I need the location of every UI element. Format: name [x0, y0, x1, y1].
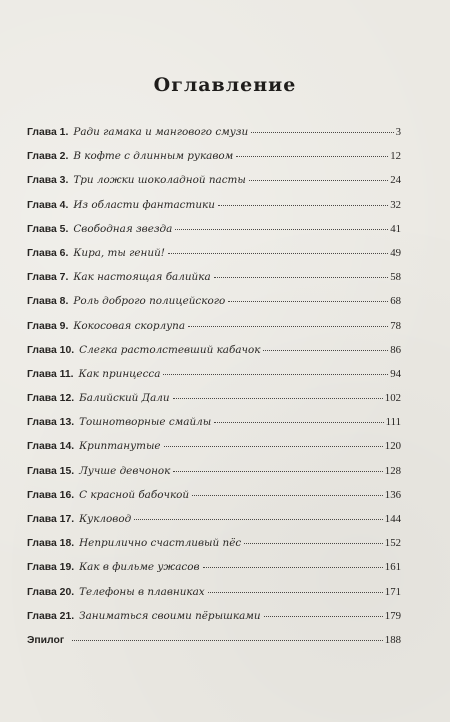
chapter-label: Глава 18. — [27, 538, 75, 550]
toc-entry-10 — [27, 344, 401, 368]
chapter-label: Глава 6. — [27, 247, 69, 259]
page-number: 128 — [384, 464, 401, 477]
toc-entry-7 — [27, 271, 401, 295]
toc-entry-19 — [27, 561, 401, 585]
dot-leader — [214, 277, 389, 278]
chapter-title: Криптанутые — [79, 440, 161, 453]
page-number: 3 — [395, 126, 401, 138]
page-number: 41 — [390, 222, 401, 235]
toc-entry-16 — [27, 489, 401, 513]
page-number: 49 — [390, 246, 401, 259]
toc-entry-3 — [27, 174, 401, 198]
page-number: 188 — [384, 633, 401, 646]
dot-leader — [218, 205, 388, 206]
page-number: 12 — [390, 150, 401, 163]
toc-entry-2 — [27, 150, 401, 174]
page-number: 144 — [384, 513, 401, 525]
chapter-title: Балийский Дали — [79, 392, 170, 405]
toc-entry-14 — [27, 440, 401, 464]
toc-entry-18 — [27, 537, 401, 561]
toc-entry-8 — [27, 295, 401, 319]
chapter-label: Глава 20. — [27, 586, 75, 598]
dot-leader — [214, 422, 383, 423]
toc-entry-11 — [27, 368, 401, 392]
chapter-label: Глава 12. — [27, 393, 75, 405]
toc-entry-13 — [27, 416, 401, 440]
toc-entry-9 — [27, 320, 401, 344]
chapter-label: Глава 17. — [27, 514, 75, 525]
epilogue-label: Эпилог — [27, 634, 65, 646]
chapter-label: Глава 7. — [27, 272, 69, 284]
page-number: 136 — [384, 488, 401, 501]
chapter-title: Слегка растолстевший кабачок — [79, 343, 261, 356]
chapter-title: В кофте с длинным рукавом — [73, 150, 234, 163]
chapter-label: Глава 11. — [27, 368, 74, 380]
page-number: 58 — [390, 271, 401, 284]
chapter-label: Глава 19. — [27, 562, 75, 574]
dot-leader — [228, 301, 388, 302]
chapter-title: Три ложки шоколадной пасты — [73, 174, 246, 187]
page-number: 171 — [384, 585, 401, 598]
toc-entry-12 — [27, 392, 401, 416]
toc-entry-epilogue — [27, 634, 401, 658]
chapter-label: Глава 5. — [27, 223, 69, 235]
dot-leader — [188, 326, 388, 327]
chapter-label: Глава 4. — [27, 199, 69, 211]
chapter-title: Кокосовая скорлупа — [73, 319, 186, 332]
chapter-title: Телефоны в плавниках — [79, 585, 205, 598]
dot-leader — [173, 471, 382, 472]
page-number: 78 — [390, 319, 401, 332]
chapter-title: Кира, ты гений! — [73, 246, 165, 259]
page-number: 68 — [390, 295, 401, 308]
chapter-label: Глава 3. — [27, 175, 69, 187]
chapter-label: Глава 1. — [27, 127, 69, 138]
chapter-title: Как настоящая балийка — [73, 271, 211, 284]
chapter-title: Неприлично счастливый пёс — [79, 537, 242, 550]
dot-leader — [168, 253, 388, 254]
toc-entry-20 — [27, 586, 401, 610]
chapter-label: Глава 8. — [27, 296, 69, 308]
page-number: 179 — [384, 609, 401, 622]
chapter-title: Как принцесса — [78, 367, 161, 380]
page-number: 120 — [384, 440, 401, 453]
chapter-title: Ради гамака и мангового смузи — [73, 126, 249, 138]
chapter-label: Глава 9. — [27, 320, 69, 332]
dot-leader — [173, 398, 383, 399]
chapter-label: Глава 14. — [27, 441, 75, 453]
toc-entry-15 — [27, 465, 401, 489]
chapter-title: Заниматься своими пёрышками — [79, 609, 261, 622]
chapter-title: Роль доброго полицейского — [73, 295, 226, 308]
dot-leader — [163, 374, 388, 375]
toc-entry-1 — [27, 126, 401, 150]
toc-entry-6 — [27, 247, 401, 271]
page-number: 152 — [384, 537, 401, 550]
dot-leader — [249, 180, 388, 181]
chapter-label: Глава 10. — [27, 344, 75, 356]
dot-leader — [72, 640, 383, 641]
dot-leader — [175, 229, 388, 230]
dot-leader — [263, 350, 388, 351]
toc-entry-21 — [27, 610, 401, 634]
chapter-title: Тошнотворные смайлы — [79, 416, 212, 429]
page-number: 111 — [385, 416, 401, 429]
table-of-contents — [27, 126, 401, 658]
page-title: Оглавление — [153, 74, 297, 96]
toc-entry-4 — [27, 199, 401, 223]
dot-leader — [236, 156, 388, 157]
page-number: 24 — [390, 174, 401, 187]
page-number: 102 — [384, 392, 401, 405]
dot-leader — [164, 446, 383, 447]
page-number: 94 — [390, 367, 401, 380]
page-number: 161 — [384, 561, 401, 574]
chapter-label: Глава 16. — [27, 489, 75, 501]
toc-entry-17 — [27, 513, 401, 537]
page-number: 32 — [390, 198, 401, 211]
dot-leader — [208, 592, 383, 593]
chapter-title: Свободная звезда — [73, 222, 173, 235]
chapter-label: Глава 13. — [27, 417, 75, 429]
chapter-label: Глава 2. — [27, 151, 69, 163]
toc-entry-5 — [27, 223, 401, 247]
dot-leader — [251, 132, 393, 133]
chapter-title: Лучше девчонок — [79, 464, 171, 477]
chapter-title: Кукловод — [79, 513, 132, 525]
dot-leader — [203, 567, 383, 568]
chapter-label: Глава 21. — [27, 610, 75, 622]
dot-leader — [244, 543, 383, 544]
chapter-label: Глава 15. — [27, 465, 75, 477]
chapter-title: С красной бабочкой — [79, 488, 190, 501]
chapter-title: Из области фантастики — [73, 198, 215, 211]
chapter-title: Как в фильме ужасов — [79, 561, 200, 574]
dot-leader — [134, 519, 383, 520]
dot-leader — [264, 616, 383, 617]
page-number: 86 — [390, 343, 401, 356]
dot-leader — [192, 495, 383, 496]
